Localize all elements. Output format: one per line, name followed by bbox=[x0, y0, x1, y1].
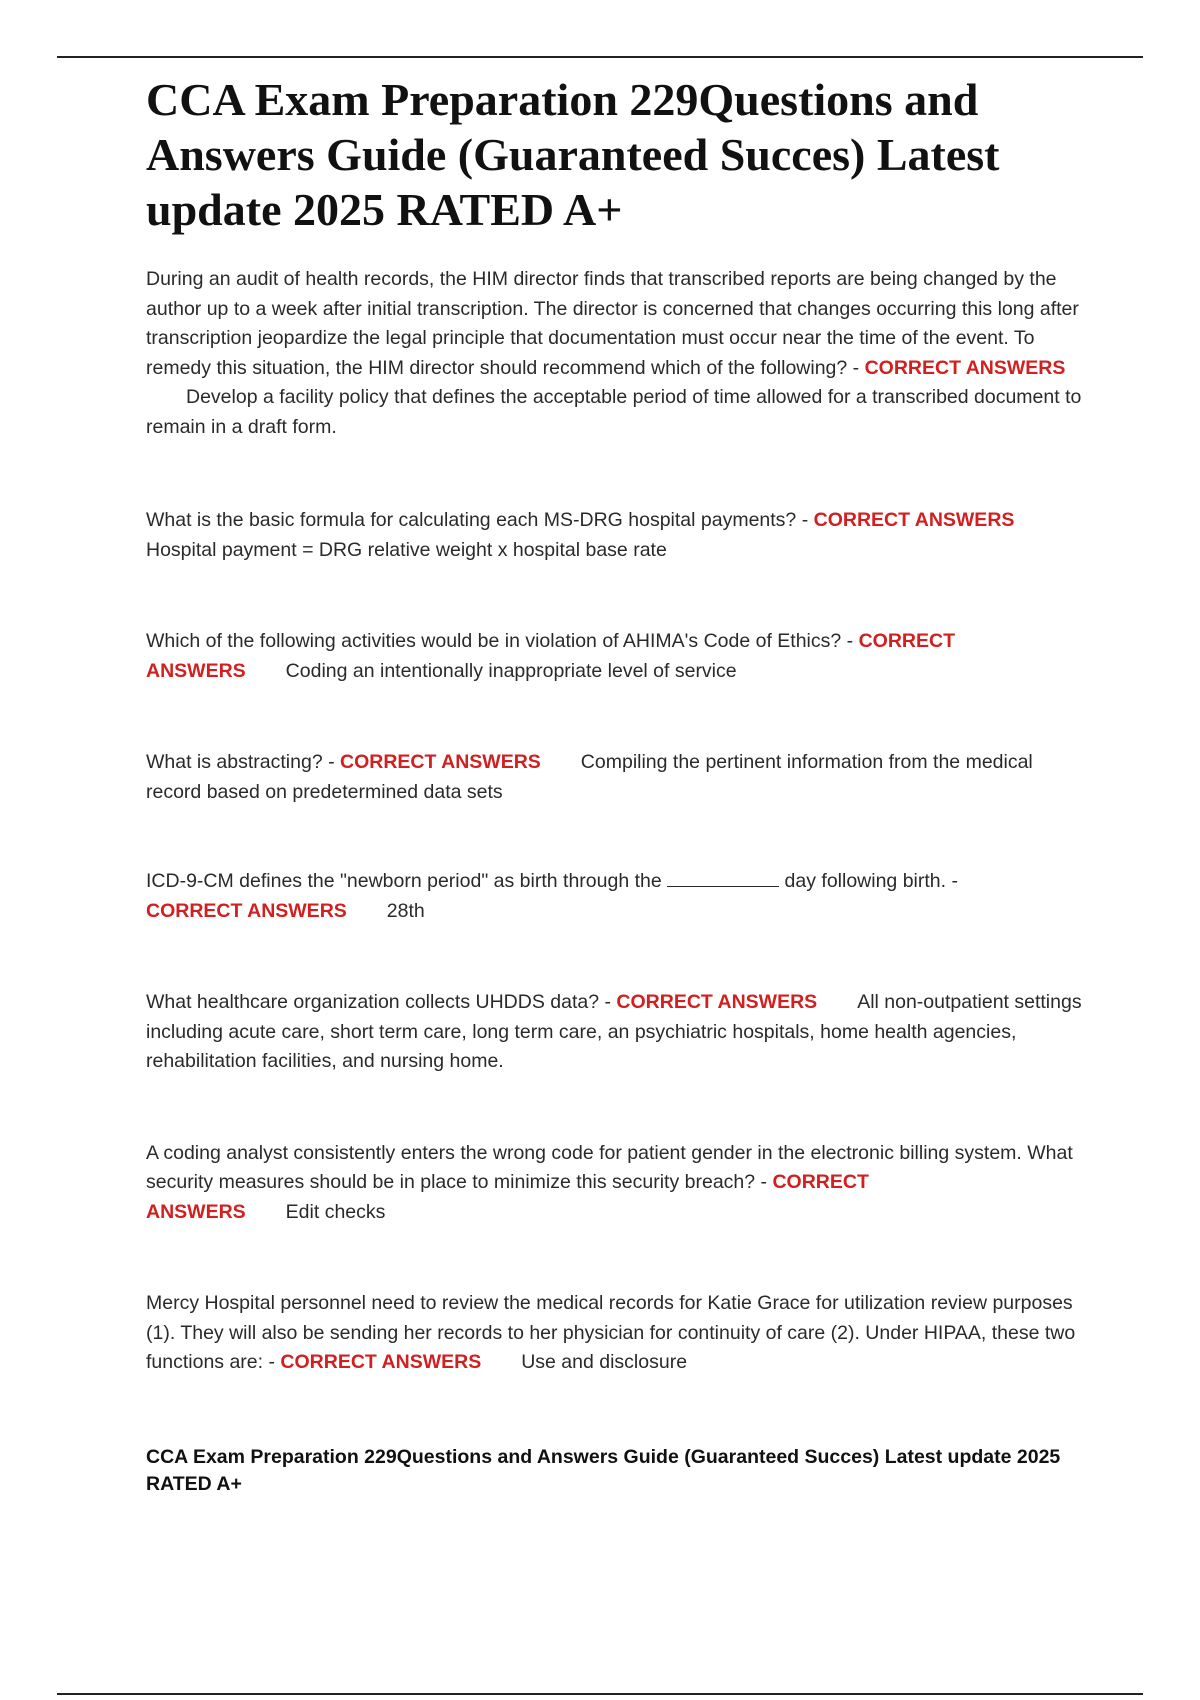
separator: - bbox=[755, 1171, 773, 1193]
qa-item bbox=[146, 748, 1086, 807]
correct-answers-label-part1: CORRECT bbox=[772, 1171, 869, 1193]
correct-answers-label: CORRECT ANSWERS bbox=[864, 356, 1066, 379]
correct-answers-label: CORRECT ANSWERS bbox=[146, 899, 347, 922]
question-text-after-blank: day following birth. bbox=[784, 870, 947, 892]
separator: - bbox=[847, 356, 865, 379]
question-text: A coding analyst consistently enters the wrong code for patient gender in the electronic billing system. What security measures should be in place to minimize this security breach? bbox=[146, 1141, 1073, 1193]
correct-answers-label-part1: CORRECT bbox=[858, 630, 955, 652]
question-text: During an audit of health records, the HIM director finds that transcribed reports are being changed by the author up to a week after initial transcription. The director is concerned that changes occurring this long after transcription jeopardize the legal principle that documentation must occur near the time of the event. To remedy this situation, the HIM director should recommend which of the following? bbox=[146, 268, 1079, 379]
qa-item bbox=[146, 867, 1086, 926]
question-text: Mercy Hospital personnel need to review the medical records for Katie Grace for utilization review purposes (1). They will also be sending her records to her physician for continuity of care (2). Under HIPAA, these two functions are: bbox=[146, 1292, 1076, 1373]
top-rule bbox=[57, 56, 1143, 58]
separator: - bbox=[263, 1351, 281, 1373]
answer-text: Use and disclosure bbox=[521, 1351, 688, 1373]
answer-text: Edit checks bbox=[285, 1200, 386, 1223]
qa-item bbox=[146, 506, 1086, 565]
qa-item bbox=[146, 265, 1086, 442]
qa-list bbox=[146, 265, 1086, 1378]
question-text-before-blank: ICD-9-CM defines the "newborn period" as birth through the bbox=[146, 870, 662, 892]
qa-item bbox=[146, 1139, 1086, 1228]
question-text: What is the basic formula for calculating each MS-DRG hospital payments? bbox=[146, 509, 797, 531]
answer-text: All non-outpatient settings including acute care, short term care, long term care, an psychiatric hospitals, home health agencies, rehabilitation facilities, and nursing home. bbox=[146, 991, 1082, 1072]
separator: - bbox=[599, 991, 617, 1013]
separator: - bbox=[796, 509, 814, 531]
separator: - bbox=[841, 630, 859, 652]
separator: - bbox=[322, 751, 341, 773]
correct-answers-label: CORRECT ANSWERS bbox=[340, 751, 541, 773]
correct-answers-label: CORRECT ANSWERS bbox=[280, 1351, 482, 1373]
correct-answers-label-part2: ANSWERS bbox=[146, 659, 246, 682]
answer-text: Develop a facility policy that defines the acceptable period of time allowed for a transcribed document to remain in a draft form. bbox=[146, 386, 1082, 438]
question-text: Which of the following activities would be in violation of AHIMA's Code of Ethics? bbox=[146, 630, 842, 652]
answer-text: Coding an intentionally inappropriate level of service bbox=[285, 659, 737, 682]
qa-item bbox=[146, 1289, 1086, 1378]
answer-text: Compiling the pertinent information from the medical record based on predetermined data sets bbox=[146, 751, 1033, 803]
answer-text: 28th bbox=[386, 899, 425, 922]
correct-answers-label: CORRECT ANSWERS bbox=[616, 991, 818, 1013]
bottom-rule bbox=[57, 1693, 1143, 1695]
document-title: CCA Exam Preparation 229Questions and Answers Guide (Guaranteed Succes) Latest update 2025 RATED A+ bbox=[146, 74, 1000, 235]
correct-answers-label: CORRECT ANSWERS bbox=[813, 509, 1015, 531]
question-text: What healthcare organization collects UHDDS data? bbox=[146, 991, 600, 1013]
question-text: What is abstracting? bbox=[146, 751, 323, 773]
separator: - bbox=[946, 870, 958, 892]
correct-answers-label-part2: ANSWERS bbox=[146, 1200, 246, 1223]
qa-item bbox=[146, 627, 1086, 686]
fill-in-blank bbox=[667, 872, 779, 887]
qa-item bbox=[146, 988, 1086, 1077]
footer-title: CCA Exam Preparation 229Questions and Answers Guide (Guaranteed Succes) Latest update 2025 RATED A+ bbox=[146, 1446, 1061, 1495]
answer-text: Hospital payment = DRG relative weight x hospital base rate bbox=[146, 538, 667, 561]
